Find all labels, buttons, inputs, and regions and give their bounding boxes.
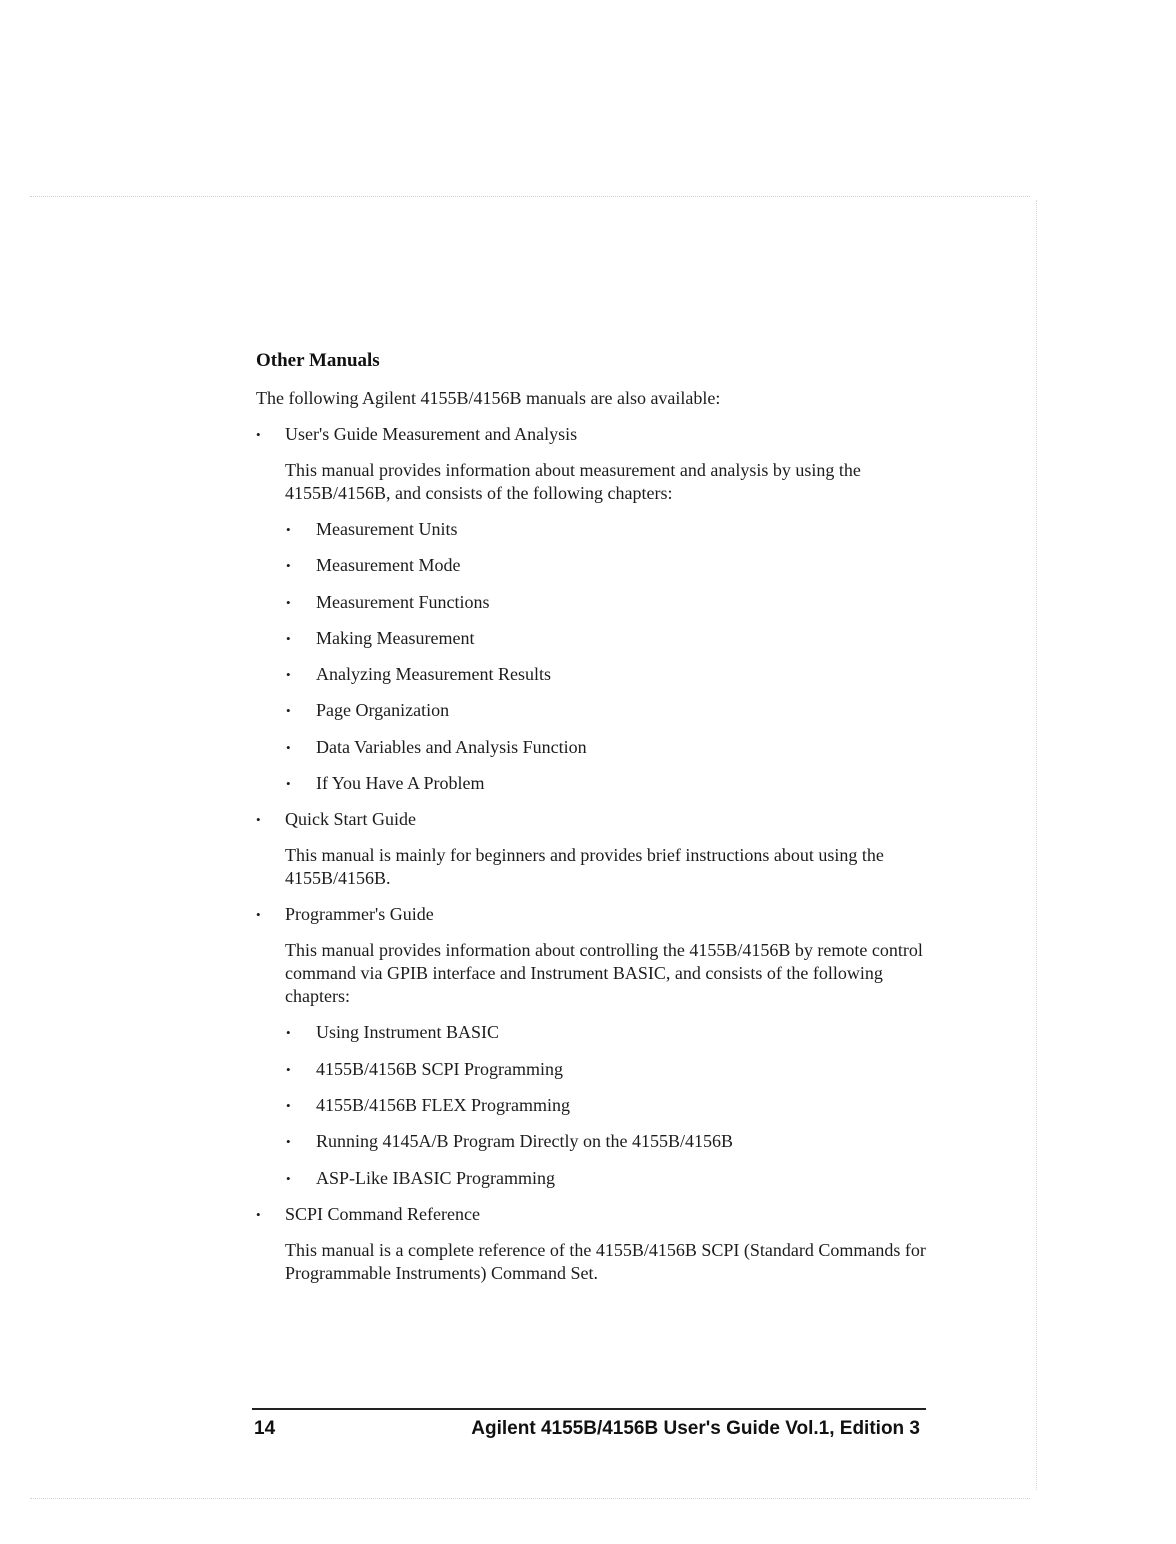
scan-edge-right: [1036, 200, 1037, 1490]
chapter-list: [285, 518, 926, 795]
manual-title: • SCPI Command Reference: [256, 1203, 926, 1226]
chapter-item: • Page Organization: [285, 699, 926, 722]
chapter-item: • Analyzing Measurement Results: [285, 663, 926, 686]
manual-description: This manual provides information about measurement and analysis by using the 4155B/4156B, and consists of the following chapters:: [285, 460, 861, 503]
manual-item: [256, 903, 926, 1189]
manual-item: [256, 1203, 926, 1285]
chapter-item: • 4155B/4156B FLEX Programming: [285, 1094, 926, 1117]
manual-title: • Quick Start Guide: [256, 808, 926, 831]
manual-item: [256, 423, 926, 795]
chapter-item: • Measurement Units: [285, 518, 926, 541]
chapter-item: • Measurement Functions: [285, 591, 926, 614]
manual-description: This manual provides information about controlling the 4155B/4156B by remote control command via GPIB interface and Instrument BASIC, and consists of the following chapters:: [285, 940, 923, 1007]
chapter-list: [285, 1021, 926, 1189]
manual-title: • User's Guide Measurement and Analysis: [256, 423, 926, 446]
manual-title: • Programmer's Guide: [256, 903, 926, 926]
section-intro: The following Agilent 4155B/4156B manuals are also available:: [256, 388, 721, 408]
manual-description: This manual is a complete reference of the 4155B/4156B SCPI (Standard Commands for Programmable Instruments) Command Set.: [285, 1239, 926, 1283]
chapter-item: • Using Instrument BASIC: [285, 1021, 926, 1044]
chapter-item: • Measurement Mode: [285, 554, 926, 577]
scan-edge-top: [30, 196, 1030, 197]
scan-edge-bottom: [30, 1498, 1030, 1499]
chapter-item: • Data Variables and Analysis Function: [285, 736, 926, 759]
footer-rule: [252, 1408, 926, 1410]
chapter-item: • Running 4145A/B Program Directly on the 4155B/4156B: [285, 1130, 926, 1153]
section-heading: Other Manuals: [256, 350, 380, 371]
manual-description: This manual is mainly for beginners and provides brief instructions about using the 4155B/4156B.: [285, 845, 884, 889]
chapter-item: • Making Measurement: [285, 627, 926, 650]
page-body: [256, 349, 926, 1298]
chapter-item: • 4155B/4156B SCPI Programming: [285, 1058, 926, 1081]
manual-item: [256, 808, 926, 890]
chapter-item: • ASP-Like IBASIC Programming: [285, 1167, 926, 1190]
chapter-item: • If You Have A Problem: [285, 772, 926, 795]
page-number: 14: [254, 1418, 276, 1439]
footer-doc-title: Agilent 4155B/4156B User's Guide Vol.1, Edition 3: [471, 1418, 920, 1439]
